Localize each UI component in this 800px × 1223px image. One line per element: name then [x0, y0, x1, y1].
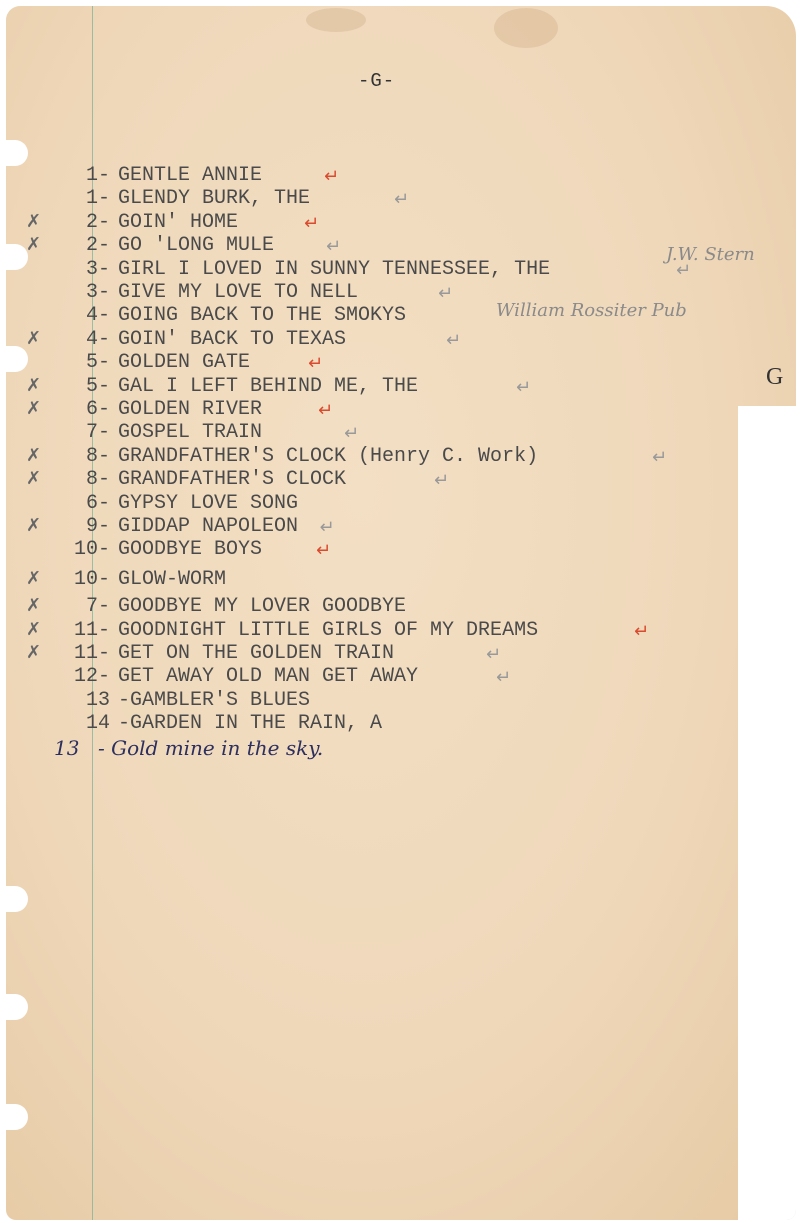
entry-title: GOLDEN RIVER [118, 398, 263, 421]
entry-row [6, 665, 796, 689]
entry-title: GOODNIGHT LITTLE GIRLS OF MY DREAMS [118, 618, 539, 642]
check-mark-icon: ↵ [308, 353, 324, 375]
entry-row [6, 712, 796, 736]
index-tab-letter: G [766, 364, 784, 390]
entry-title: GLOW-WORM [118, 567, 227, 591]
cross-mark-icon: ✗ [26, 234, 42, 256]
entry-row [6, 568, 796, 592]
cross-mark-icon: ✗ [26, 444, 42, 466]
entry-title: GET AWAY OLD MAN GET AWAY [118, 665, 419, 689]
entry-number: 8- [85, 468, 110, 492]
cross-mark-icon: ✗ [26, 374, 42, 396]
entry-number: 10- [73, 567, 110, 591]
entry-number: 3- [85, 281, 110, 304]
handwritten-number: 13 [54, 736, 80, 760]
entry-title: -GARDEN IN THE RAIN, A [118, 712, 383, 736]
check-mark-icon: ↵ [394, 189, 410, 211]
entry-row [6, 351, 796, 375]
punch-hole [6, 886, 28, 912]
entry-number: 2- [85, 234, 110, 258]
check-mark-icon: ↵ [676, 259, 692, 281]
tab-cutout [738, 406, 796, 1220]
entry-number: 12- [73, 665, 110, 689]
entry-row [6, 689, 796, 713]
check-mark-icon: ↵ [304, 212, 320, 234]
check-mark-icon: ↵ [324, 166, 340, 187]
entry-row [6, 515, 796, 539]
check-mark-icon: ↵ [516, 376, 532, 398]
handwritten-note-stern: J.W. Stern [666, 244, 755, 265]
cross-mark-icon: ✗ [26, 210, 42, 232]
entry-number: 1- [85, 187, 110, 211]
entry-title: GIRL I LOVED IN SUNNY TENNESSEE, THE [118, 257, 551, 281]
cross-mark-icon: ✗ [26, 468, 42, 490]
entry-title: GIDDAP NAPOLEON [118, 515, 299, 538]
entry-number: 13 [85, 688, 110, 712]
entry-number: 14 [85, 712, 110, 736]
entry-number: 6- [85, 491, 110, 515]
entry-title: GOIN' BACK TO TEXAS [118, 327, 347, 351]
entry-number: 8- [85, 444, 110, 468]
entry-title: GOIN' HOME [118, 210, 239, 234]
check-mark-icon: ↵ [634, 620, 650, 642]
entry-row [6, 595, 796, 619]
check-mark-icon: ↵ [438, 283, 454, 304]
check-mark-icon: ↵ [318, 400, 334, 421]
paper-stain [306, 8, 366, 32]
entry-title: -GAMBLER'S BLUES [118, 688, 311, 712]
entry-number: 11- [73, 642, 110, 665]
entry-title: GET ON THE GOLDEN TRAIN [118, 642, 395, 665]
entry-title: GOODBYE MY LOVER GOODBYE [118, 595, 407, 619]
entry-number: 11- [73, 618, 110, 642]
entry-number: 6- [85, 398, 110, 421]
entry-row [6, 375, 796, 399]
entry-title: GRANDFATHER'S CLOCK (Henry C. Work) [118, 444, 539, 468]
entry-row [6, 187, 796, 211]
entry-number: 4- [85, 327, 110, 351]
check-mark-icon: ↵ [652, 446, 668, 468]
punch-hole [6, 1104, 28, 1130]
entry-number: 5- [85, 374, 110, 398]
cross-mark-icon: ✗ [26, 515, 42, 536]
entry-number: 2- [85, 210, 110, 234]
cross-mark-icon: ✗ [26, 327, 42, 349]
entry-title: GRANDFATHER'S CLOCK [118, 468, 347, 492]
entry-row [6, 538, 796, 562]
cross-mark-icon: ✗ [26, 642, 42, 663]
index-card [6, 6, 796, 1220]
check-mark-icon: ↵ [319, 517, 335, 538]
entry-title: GAL I LEFT BEHIND ME, THE [118, 374, 419, 398]
entry-number: 7- [85, 421, 110, 445]
entry-row [6, 445, 796, 469]
entry-title: GENTLE ANNIE [118, 164, 263, 187]
entry-row [6, 328, 796, 352]
entry-row [6, 492, 796, 516]
entry-number: 10- [73, 538, 110, 562]
entry-row [6, 619, 796, 643]
handwritten-note-rossiter: William Rossiter Pub [496, 300, 687, 321]
entry-row [6, 421, 796, 445]
cross-mark-icon: ✗ [26, 618, 42, 640]
paper-stain [494, 8, 558, 48]
punch-hole [6, 994, 28, 1020]
check-mark-icon: ↵ [344, 423, 360, 445]
cross-mark-icon: ✗ [26, 567, 42, 589]
entry-title: GOLDEN GATE [118, 351, 251, 375]
entry-row [6, 164, 796, 188]
entry-title: GOODBYE BOYS [118, 538, 263, 562]
cross-mark-icon: ✗ [26, 595, 42, 617]
entry-title: GLENDY BURK, THE [118, 187, 311, 211]
entry-title: GOSPEL TRAIN [118, 421, 263, 445]
entry-title: GO 'LONG MULE [118, 234, 275, 258]
entry-row [6, 211, 796, 235]
entry-row [6, 468, 796, 492]
cross-mark-icon: ✗ [26, 398, 42, 419]
page-header: -G- [358, 70, 396, 92]
entry-number: 4- [85, 304, 110, 328]
entry-title: GIVE MY LOVE TO NELL [118, 281, 359, 304]
check-mark-icon: ↵ [486, 644, 502, 665]
check-mark-icon: ↵ [496, 667, 512, 689]
punch-hole [6, 140, 28, 166]
check-mark-icon: ↵ [434, 470, 450, 492]
check-mark-icon: ↵ [316, 540, 332, 562]
entry-number: 1- [85, 164, 110, 187]
entry-number: 9- [85, 515, 110, 538]
entry-row [6, 642, 796, 666]
entry-number: 5- [85, 351, 110, 375]
entry-number: 7- [85, 595, 110, 619]
entry-title: GYPSY LOVE SONG [118, 491, 299, 515]
entry-number: 3- [85, 257, 110, 281]
handwritten-entry: - Gold mine in the sky. [98, 736, 324, 760]
check-mark-icon: ↵ [326, 236, 342, 258]
entry-row [6, 398, 796, 422]
entry-title: GOING BACK TO THE SMOKYS [118, 304, 407, 328]
check-mark-icon: ↵ [446, 329, 462, 351]
